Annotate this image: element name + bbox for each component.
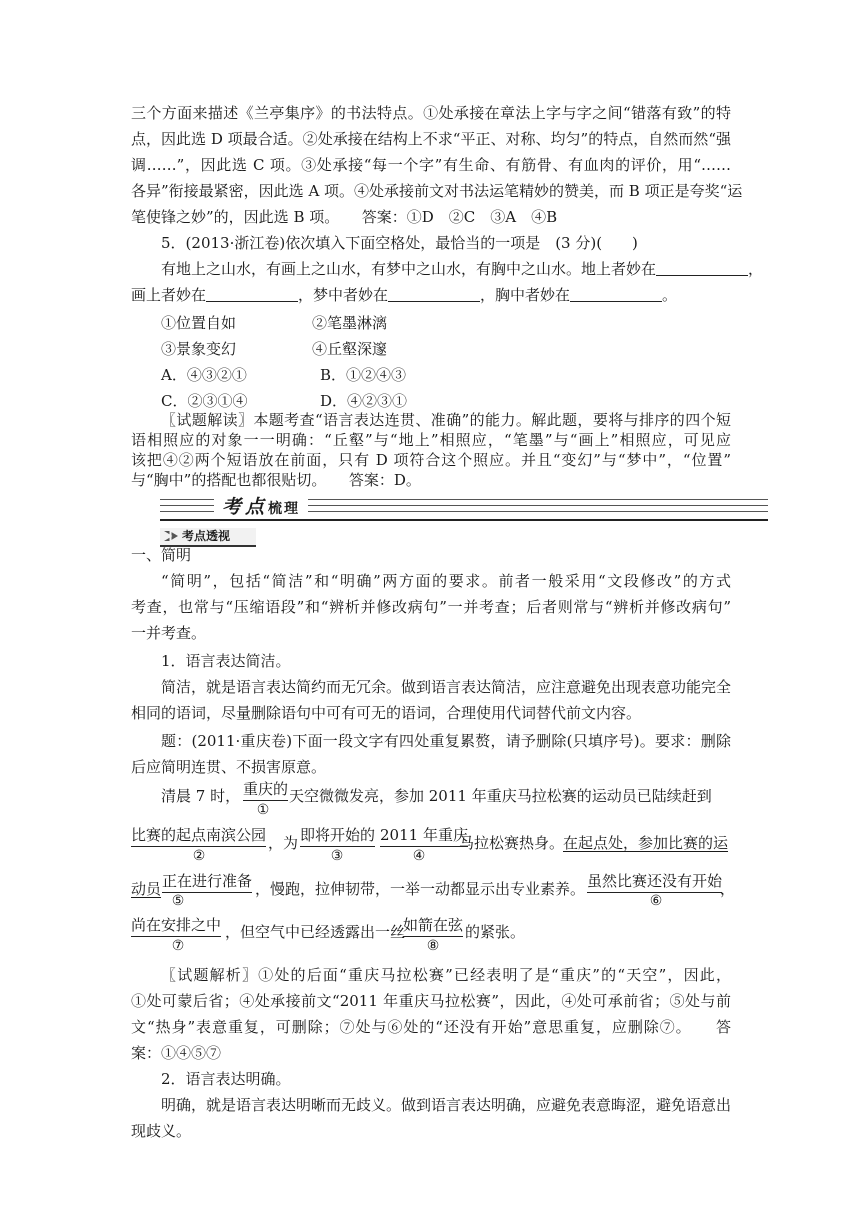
interpretation-line: 与“胸中”的搭配也都很贴切。 答案：D。 — [131, 471, 421, 489]
phrase-number: ① — [256, 802, 270, 818]
body-line: 现歧义。 — [131, 1122, 192, 1140]
phrase-option: ④丘壑深邃 — [312, 340, 388, 358]
section-title: 考点梳理 — [214, 492, 308, 519]
analysis-line: 文“热身”表意重复，可删除；⑦处与⑥处的“还没有开始”意思重复，应删除⑦。 答 — [131, 1018, 731, 1036]
task-line: 题：(2011·重庆卷)下面一段文字有四处重复累赘，请予删除(只填序号)。要求：删除 — [161, 732, 731, 750]
passage-text: 清晨 7 时， — [161, 787, 241, 805]
analysis-line: 〖试题解析〗①处的后面“重庆马拉松赛”已经表明了是“重庆”的“天空”，因此， — [161, 966, 731, 984]
marked-phrase-4: 2011 年重庆 — [380, 824, 468, 847]
choice-b: B．①②④③ — [320, 366, 407, 384]
choice-a: A．④③②① — [161, 366, 247, 384]
question-line: 有地上之山水，有画上之山水，有梦中之山水，有胸中之山水。地上者妙在 ， — [161, 260, 764, 278]
phrase-number: ⑥ — [649, 893, 663, 909]
fill-blank — [656, 259, 748, 276]
marked-phrase-7: 尚在安排之中 — [131, 914, 221, 937]
intro-line: 考查，也常与“压缩语段”和“辨析并修改病句”一并考查；后者则常与“辨析并修改病句” — [131, 598, 731, 616]
underlined-text: 在起点处，参加比赛的运 — [563, 834, 729, 852]
marked-phrase-1: 重庆的 — [243, 778, 288, 801]
phrase-number: ⑤ — [171, 893, 185, 909]
marked-phrase-6: 虽然比赛还没有开始 — [587, 870, 722, 893]
phrase-number: ③ — [330, 848, 344, 864]
text-line: 各异”衔接最紧密，因此选 A 项。④处承接前文对书法运笔精妙的赞美，而 B 项正是夸奖“运 — [131, 182, 743, 200]
marked-phrase-5: 正在进行准备 — [162, 870, 252, 893]
phrase-option: ②笔墨淋漓 — [312, 314, 388, 332]
question-line: 画上者妙在 ，梦中者妙在 ，胸中者妙在 。 — [131, 286, 678, 304]
phrase-number: ⑧ — [426, 938, 440, 954]
phrase-option: ③景象变幻 — [161, 340, 237, 358]
analysis-line: ①处可蒙后省；④处承接前文“2011 年重庆马拉松赛”，因此，④处可承前省；⑤处与前 — [131, 992, 731, 1010]
passage-text: ，但空气中已经透露出一丝 — [225, 923, 406, 941]
section-banner — [160, 494, 768, 522]
marked-phrase-2: 比赛的起点南滨公园 — [131, 824, 266, 847]
passage-text: 马拉松赛热身。 — [459, 834, 565, 852]
heading-1: 一、简明 — [131, 546, 192, 564]
phrase-option: ①位置自如 — [161, 314, 237, 332]
phrase-number: ⑦ — [171, 938, 185, 954]
choice-c: C．②③①④ — [161, 392, 248, 410]
double-arrow-icon — [164, 531, 178, 541]
text-line: 调……”，因此选 C 项。③处承接“每一个字”有生命、有筋骨、有血肉的评价，用“…… — [131, 156, 731, 174]
subheading-concise: 1．语言表达简洁。 — [161, 652, 291, 670]
fill-blank — [570, 285, 662, 302]
phrase-number: ② — [192, 848, 206, 864]
fill-blank — [388, 285, 480, 302]
body-line: 明确，就是语言表达明晰而无歧义。做到语言表达明确，应避免表意晦涩，避免语意出 — [161, 1096, 732, 1114]
question-stem: 5．(2013·浙江卷)依次填入下面空格处，最恰当的一项是 (3 分)( ) — [161, 234, 638, 252]
passage-text: 天空微微发亮，参加 2011 年重庆马拉松赛的运动员已陆续赶到 — [289, 787, 712, 805]
body-line: 相同的语词，尽量删除语句中可有可无的语词，合理使用代词替代前文内容。 — [131, 704, 642, 722]
analysis-line: 案：①④⑤⑦ — [131, 1044, 222, 1062]
passage-text: ，为 — [268, 834, 299, 852]
answer-line: 笔使锋之妙”的，因此选 B 项。 答案：①D ②C ③A ④B — [131, 208, 558, 226]
underlined-text: 动员 — [131, 880, 162, 898]
body-line: 简洁，就是语言表达简约而无冗余。做到语言表达简洁，应注意避免出现表意功能完全 — [161, 678, 732, 696]
interpretation-line: 语相照应的对象一一明确：“丘壑”与“地上”相照应，“笔墨”与“画上”相照应，可见应 — [131, 431, 731, 449]
fill-blank — [206, 285, 298, 302]
intro-line: “简明”，包括“简洁”和“明确”两方面的要求。前者一般采用“文段修改”的方式 — [161, 572, 731, 590]
interpretation-line: 〖试题解读〗本题考查“语言表达连贯、准确”的能力。解此题，要将与排序的四个短 — [161, 411, 731, 429]
section-tag: 考点透视 — [160, 528, 256, 547]
intro-line: 一并考查。 — [131, 624, 207, 642]
choice-d: D．④②③① — [320, 392, 408, 410]
interpretation-line: 该把④②两个短语放在前面，只有 D 项符合这个照应。并且“变幻”与“梦中”，“位置” — [131, 451, 731, 469]
text-line: 三个方面来描述《兰亭集序》的书法特点。①处承接在章法上字与字之间“错落有致”的特 — [131, 104, 731, 122]
passage-text: 的紧张。 — [465, 923, 526, 941]
phrase-number: ④ — [412, 848, 426, 864]
passage-text: ， — [720, 880, 736, 898]
marked-phrase-8: 如箭在弦 — [403, 914, 463, 937]
text-line: 点，因此选 D 项最合适。②处承接在结构上不求“平正、对称、均匀”的特点，自然而然“强 — [131, 130, 731, 148]
task-line: 后应简明连贯、不损害原意。 — [131, 758, 327, 776]
passage-text: ，慢跑，拉伸韧带，一举一动都显示出专业素养。 — [255, 880, 586, 898]
marked-phrase-3: 即将开始的 — [300, 824, 375, 847]
subheading-clear: 2．语言表达明确。 — [161, 1070, 291, 1088]
